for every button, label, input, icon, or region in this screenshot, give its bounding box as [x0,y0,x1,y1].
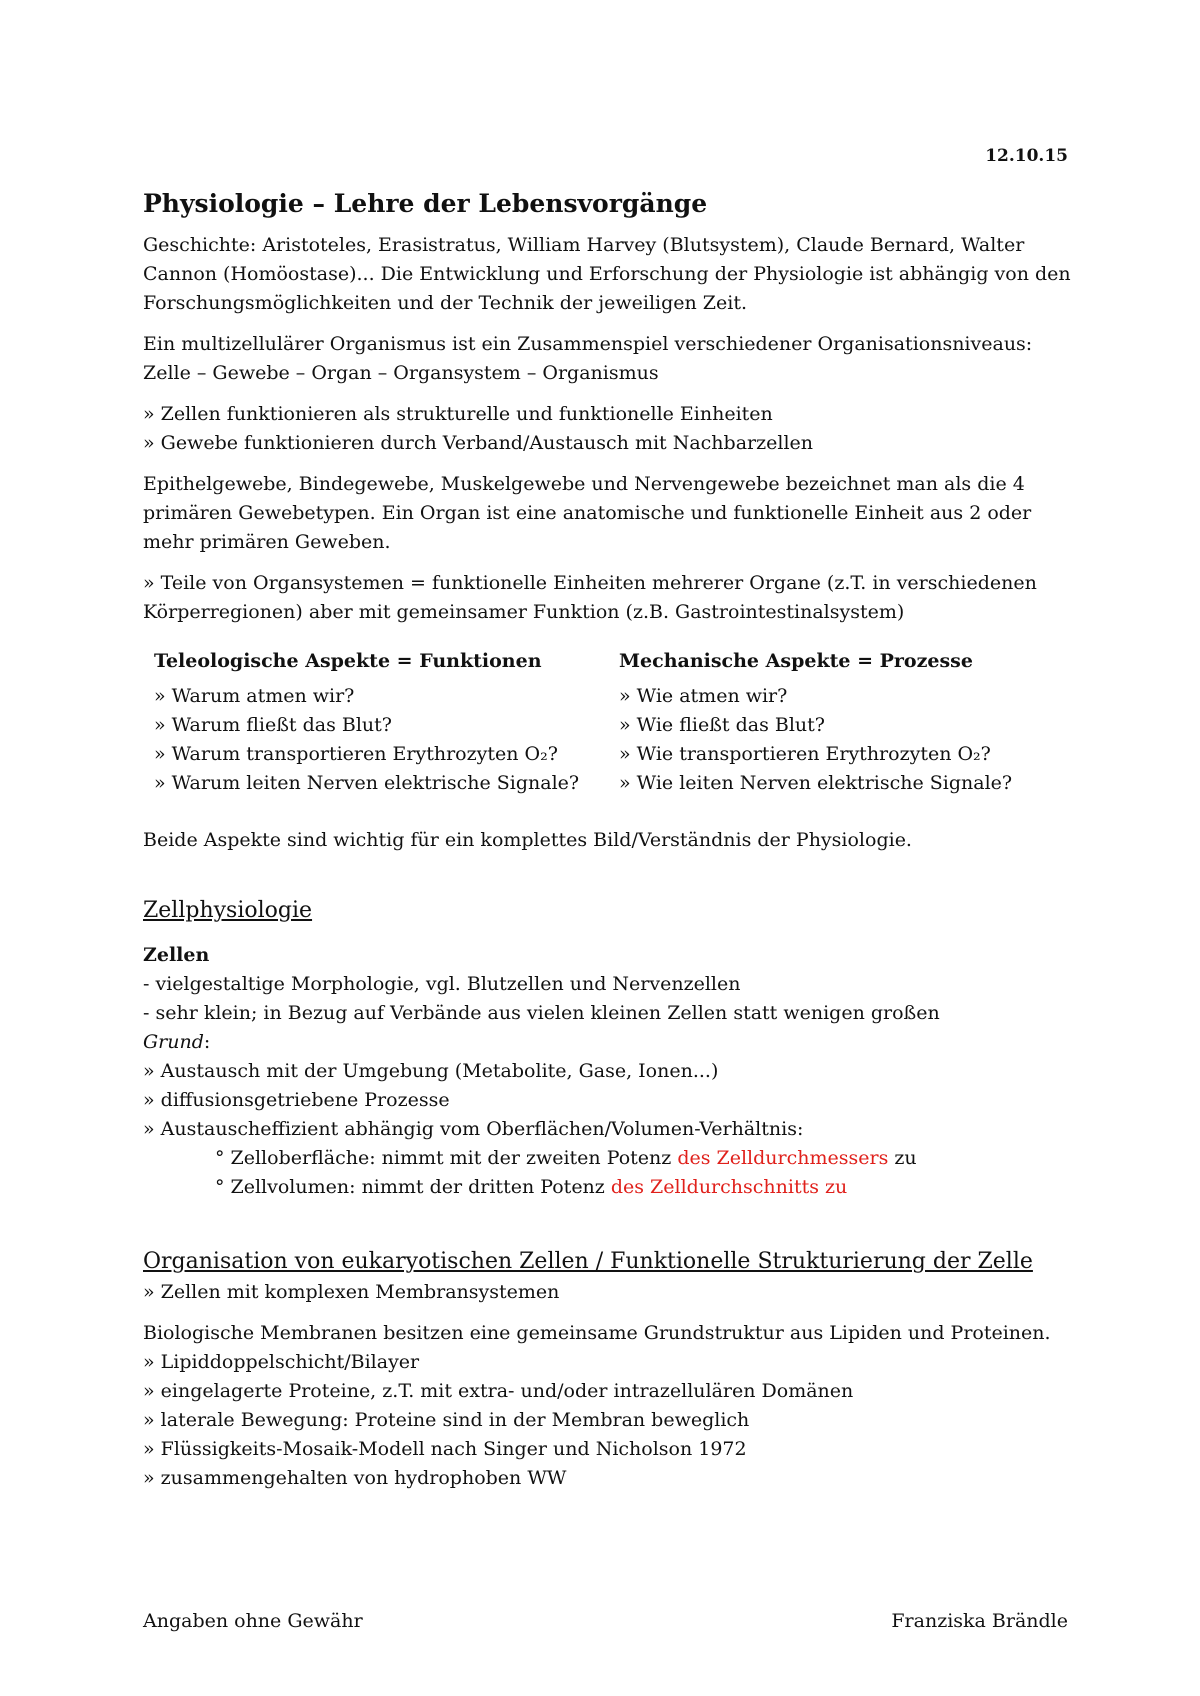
list-item: » Flüssigkeits-Mosaik-Modell nach Singer und Nicholson 1972 [143,1438,747,1460]
bullet-cells: » Zellen funktionieren als strukturelle und funktionelle Einheiten [143,403,773,425]
bullet-tissue: » Gewebe funktionieren durch Verband/Austausch mit Nachbarzellen [143,432,814,454]
footer-disclaimer: Angaben ohne Gewähr [143,1610,363,1632]
list-item: » eingelagerte Proteine, z.T. mit extra- und/oder intrazellulären Domänen [143,1380,854,1402]
section-heading-cell-physiology: Zellphysiologie [143,898,313,923]
levels-paragraph [143,330,1073,388]
list-item: » zusammengehalten von hydrophoben WW [143,1467,567,1489]
membrane-systems-line: » Zellen mit komplexen Membransystemen [143,1281,560,1303]
list-item: » Wie atmen wir? [619,685,788,707]
document-body [143,187,1073,1493]
levels-line-2: Zelle – Gewebe – Organ – Organsystem – Organismus [143,362,659,384]
membranes-paragraph: Biologische Membranen besitzen eine gemeinsame Grundstruktur aus Lipiden und Proteinen. [143,1322,1051,1344]
membranes-block [143,1319,1073,1493]
aspects-table [143,647,1073,798]
subheading-cells: Zellen [143,944,210,966]
section-heading-organisation: Organisation von eukaryotischen Zellen / Funktionelle Strukturierung der Zelle [143,1249,1033,1274]
list-item: - sehr klein; in Bezug auf Verbände aus vielen kleinen Zellen statt wenigen großen [143,1002,940,1024]
mechanical-column [608,647,1073,798]
sub-item-text: zu [888,1147,917,1169]
reason-label-colon: : [203,1031,211,1053]
mechanical-heading: Mechanische Aspekte = Prozesse [619,650,973,672]
teleological-heading: Teleologische Aspekte = Funktionen [154,650,542,672]
date-label: 12.10.15 [985,146,1068,166]
sub-item-volume [143,1173,1073,1202]
reason-label-text: Grund [143,1031,204,1053]
function-bullets [143,400,1073,458]
list-item: » Wie transportieren Erythrozyten O₂? [619,743,991,765]
reason-label [143,1028,1073,1057]
list-item: » Wie leiten Nerven elektrische Signale? [619,772,1013,794]
list-item: - vielgestaltige Morphologie, vgl. Blutzellen und Nervenzellen [143,973,741,995]
tissue-paragraph: Epithelgewebe, Bindegewebe, Muskelgewebe und Nervengewebe bezeichnet man als die 4 primären Gewebetypen. Ein Organ ist eine anatomische und funktionelle Einheit aus 2 oder mehr primären Geweben. [143,473,1032,553]
page-title: Physiologie – Lehre der Lebensvorgänge [143,189,708,218]
teleological-column [143,647,608,798]
footer-author: Franziska Brändle [891,1610,1068,1632]
organsystem-paragraph: » Teile von Organsystemen = funktionelle Einheiten mehrerer Organe (z.T. in verschiedenen Körperregionen) aber mit gemeinsamer Funktion (z.B. Gastrointestinalsystem) [143,572,1037,623]
sub-item-text: ° Zellvolumen: nimmt der dritten Potenz [215,1176,611,1198]
cells-block [143,941,1073,1202]
aspects-summary: Beide Aspekte sind wichtig für ein komplettes Bild/Verständnis der Physiologie. [143,829,912,851]
levels-line-1: Ein multizellulärer Organismus ist ein Zusammenspiel verschiedener Organisationsniveaus: [143,333,1033,355]
list-item: » Lipiddoppelschicht/Bilayer [143,1351,420,1373]
list-item: » Austauscheffizient abhängig vom Oberflächen/Volumen-Verhältnis: [143,1118,804,1140]
list-item: » Warum leiten Nerven elektrische Signale? [154,772,580,794]
list-item: » laterale Bewegung: Proteine sind in der Membran beweglich [143,1409,750,1431]
sub-item-surface [143,1144,1073,1173]
list-item: » Warum fließt das Blut? [154,714,392,736]
highlight-text: des Zelldurchmessers [677,1147,889,1169]
list-item: » Warum transportieren Erythrozyten O₂? [154,743,558,765]
history-paragraph: Geschichte: Aristoteles, Erasistratus, William Harvey (Blutsystem), Claude Bernard, Walter Cannon (Homöostase)... Die Entwicklung und Erforschung der Physiologie ist abhängig von den Forschungsmöglichkeiten und der Technik der jeweiligen Zeit. [143,234,1071,314]
sub-item-text: ° Zelloberfläche: nimmt mit der zweiten Potenz [215,1147,678,1169]
list-item: » Austausch mit der Umgebung (Metabolite, Gase, Ionen...) [143,1060,719,1082]
list-item: » Warum atmen wir? [154,685,355,707]
highlight-text: des Zelldurchschnitts zu [610,1176,848,1198]
list-item: » diffusionsgetriebene Prozesse [143,1089,450,1111]
list-item: » Wie fließt das Blut? [619,714,825,736]
